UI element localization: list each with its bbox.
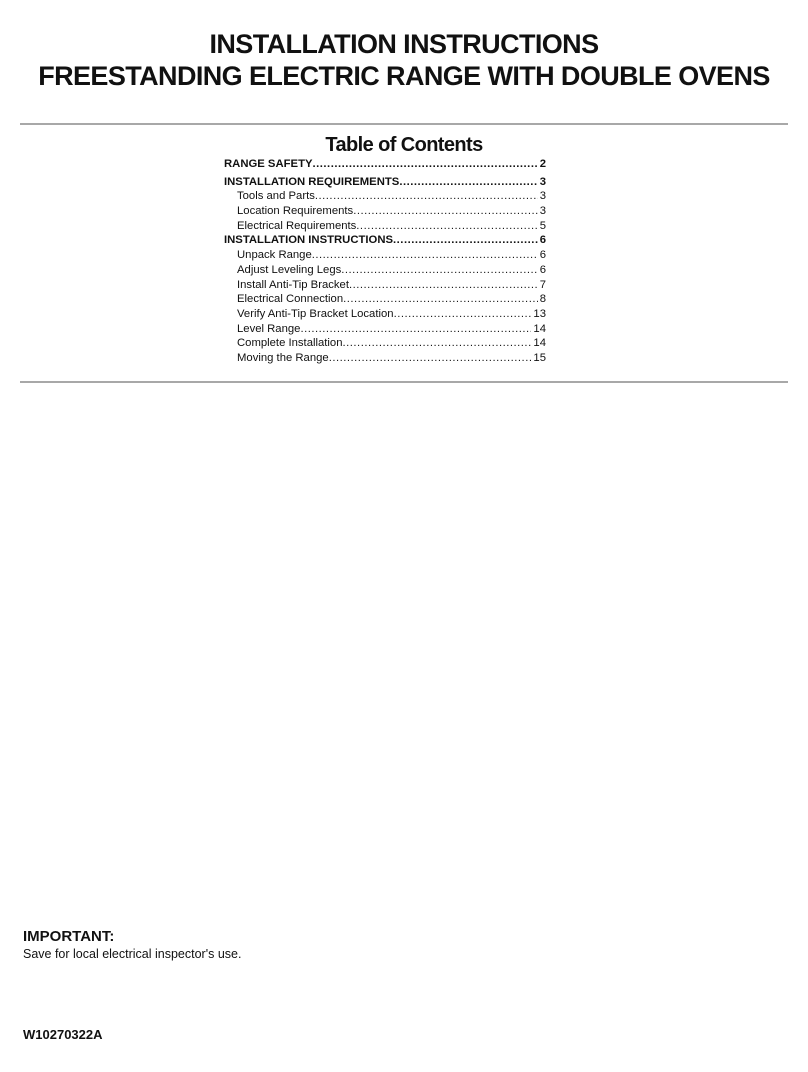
toc-entry-label: INSTALLATION REQUIREMENTS — [224, 175, 400, 188]
document-title-line-2: FREESTANDING ELECTRIC RANGE WITH DOUBLE OVENS — [38, 61, 770, 91]
toc-entry-label: Unpack Range — [237, 249, 312, 262]
toc-entry-label: Complete Installation — [237, 337, 343, 350]
toc-dot-leader — [341, 263, 537, 278]
important-heading: IMPORTANT: — [23, 928, 115, 945]
toc-entry-page: 3 — [539, 175, 546, 188]
toc-entry-page: 15 — [533, 351, 546, 364]
toc-entry-page: 6 — [539, 234, 546, 247]
toc-entry-electrical-requirements[interactable] — [224, 219, 546, 234]
toc-dot-leader — [399, 175, 537, 190]
toc-dot-leader — [343, 336, 532, 351]
toc-entry-page: 7 — [539, 278, 546, 291]
toc-dot-leader — [356, 219, 537, 234]
toc-entry-page: 5 — [539, 219, 546, 232]
toc-entry-verify-anti-tip-bracket-location[interactable] — [224, 307, 546, 322]
toc-entry-installation-requirements[interactable] — [224, 175, 546, 190]
toc-entry-unpack-range[interactable] — [224, 248, 546, 263]
table-of-contents — [224, 157, 546, 366]
toc-entry-range-safety[interactable] — [224, 157, 546, 172]
toc-entry-page: 8 — [539, 293, 546, 306]
top-divider — [20, 123, 788, 125]
toc-entry-label: Electrical Connection — [237, 293, 344, 306]
toc-dot-leader — [393, 233, 538, 248]
toc-entry-label: Moving the Range — [237, 351, 329, 364]
toc-entry-page: 6 — [539, 263, 546, 276]
toc-entry-label: Location Requirements — [237, 205, 354, 218]
toc-entry-label: Adjust Leveling Legs — [237, 263, 342, 276]
toc-dot-leader — [313, 157, 538, 172]
toc-dot-leader — [343, 292, 538, 307]
toc-dot-leader — [312, 248, 538, 263]
document-title-line-1: INSTALLATION INSTRUCTIONS — [209, 29, 599, 59]
toc-entry-install-anti-tip-bracket[interactable] — [224, 278, 546, 293]
toc-dot-leader — [300, 322, 531, 337]
toc-entry-moving-the-range[interactable] — [224, 351, 546, 366]
toc-dot-leader — [315, 189, 538, 204]
bottom-divider — [20, 381, 788, 383]
toc-dot-leader — [353, 204, 538, 219]
toc-entry-label: Verify Anti-Tip Bracket Location — [237, 307, 394, 320]
toc-entry-label: Tools and Parts — [237, 190, 315, 203]
toc-entry-electrical-connection[interactable] — [224, 292, 546, 307]
toc-entry-label: Install Anti-Tip Bracket — [237, 278, 349, 291]
toc-entry-installation-instructions[interactable] — [224, 233, 546, 248]
important-note: Save for local electrical inspector's use. — [23, 947, 242, 961]
toc-entry-label: Electrical Requirements — [237, 219, 357, 232]
toc-entry-level-range[interactable] — [224, 322, 546, 337]
toc-entry-page: 6 — [539, 249, 546, 262]
toc-entry-adjust-leveling-legs[interactable] — [224, 263, 546, 278]
toc-dot-leader — [329, 351, 532, 366]
toc-entry-page: 3 — [539, 205, 546, 218]
toc-entry-page: 14 — [533, 322, 546, 335]
part-number: W10270322A — [23, 1027, 103, 1042]
toc-heading: Table of Contents — [325, 134, 483, 156]
toc-entry-label: RANGE SAFETY — [224, 158, 313, 170]
toc-entry-page: 14 — [533, 337, 546, 350]
toc-entry-location-requirements[interactable] — [224, 204, 546, 219]
toc-entry-label: Level Range — [237, 322, 301, 335]
toc-entry-page: 2 — [539, 158, 546, 170]
toc-entry-page: 13 — [533, 307, 546, 320]
toc-entry-complete-installation[interactable] — [224, 336, 546, 351]
toc-entry-page: 3 — [539, 190, 546, 203]
toc-dot-leader — [349, 278, 538, 293]
toc-dot-leader — [394, 307, 532, 322]
toc-entry-tools-and-parts[interactable] — [224, 189, 546, 204]
toc-entry-label: INSTALLATION INSTRUCTIONS — [224, 234, 394, 247]
